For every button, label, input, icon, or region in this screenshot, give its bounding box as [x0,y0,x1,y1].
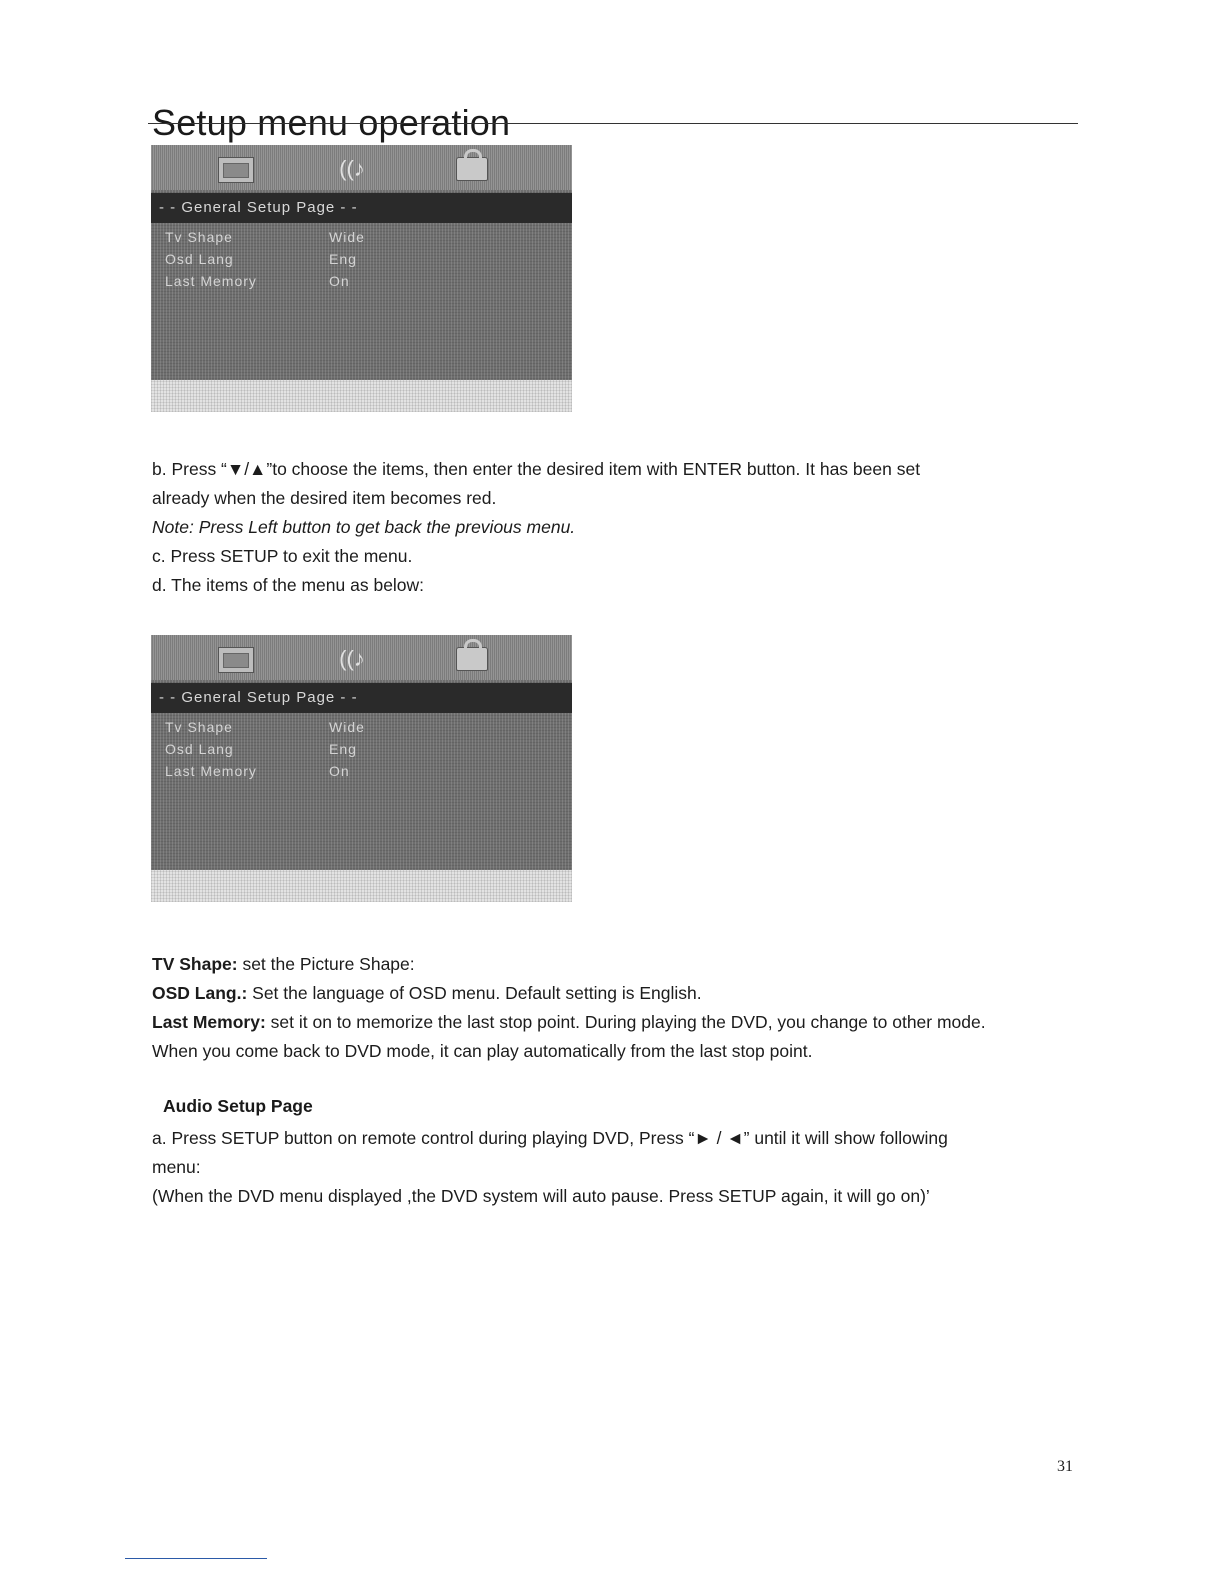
osd-lang-description [152,979,1074,1008]
audio-setup-heading: Audio Setup Page [163,1096,313,1116]
tv-shape-text: set the Picture Shape: [237,954,415,974]
last-memory-description-2: When you come back to DVD mode, it can play automatically from the last stop point. [152,1041,813,1061]
tv-shape-description [152,950,1074,979]
osd-row-value: On [329,763,350,779]
osd-row-label: Osd Lang [165,741,234,757]
osd-row-value: Wide [329,719,365,735]
general-setup-icon [218,647,254,673]
osd-row-value: Wide [329,229,365,245]
step-b-line1: b. Press “▼/▲”to choose the items, then enter the desired item with ENTER button. It has been set [152,459,921,479]
osd-row-label: Last Memory [165,763,257,779]
osd-header-label: - - General Setup Page - - [159,689,358,706]
osd-row-label: Last Memory [165,273,257,289]
page-title: Setup menu operation [152,102,511,144]
page-number: 31 [1057,1458,1073,1475]
audio-step-a-line1: a. Press SETUP button on remote control during playing DVD, Press “► / ◄” until it will show following [152,1128,948,1148]
audio-note: (When the DVD menu displayed ,the DVD system will auto pause. Press SETUP again, it will go on)’ [152,1186,930,1206]
audio-setup-icon: ((♪ [339,646,365,671]
osd-row-value: On [329,273,350,289]
osd-header [151,193,572,223]
osd-lang-text: Set the language of OSD menu. Default setting is English. [247,983,702,1003]
step-b-line2: already when the desired item becomes red. [152,488,497,508]
osd-footer-bar [151,870,572,902]
osd-row-label: Tv Shape [165,229,233,245]
audio-setup-icon: ((♪ [339,156,365,181]
osd-screenshot-general-setup-2 [151,635,572,902]
footnote-rule [125,1558,267,1559]
audio-step-a-line2: menu: [152,1157,201,1177]
last-memory-description [152,1008,1074,1037]
tv-shape-label: TV Shape: [152,954,238,974]
osd-row-value: Eng [329,741,357,757]
osd-row-value: Eng [329,251,357,267]
title-underline [148,123,1078,124]
last-memory-text: set it on to memorize the last stop point. During playing the DVD, you change to other mode. [265,1012,986,1032]
step-d: d. The items of the menu as below: [152,575,425,595]
general-setup-icon [218,157,254,183]
osd-footer-bar [151,380,572,412]
osd-icon-bar [151,635,572,680]
osd-header [151,683,572,713]
osd-row-label: Tv Shape [165,719,233,735]
osd-icon-bar [151,145,572,190]
osd-header-label: - - General Setup Page - - [159,199,358,216]
lock-icon [456,157,488,181]
lock-icon [456,647,488,671]
osd-screenshot-general-setup-1 [151,145,572,412]
osd-lang-label: OSD Lang.: [152,983,248,1003]
note-text: Note: Press Left button to get back the previous menu. [152,517,576,537]
osd-row-label: Osd Lang [165,251,234,267]
step-c: c. Press SETUP to exit the menu. [152,546,413,566]
last-memory-label: Last Memory: [152,1012,266,1032]
